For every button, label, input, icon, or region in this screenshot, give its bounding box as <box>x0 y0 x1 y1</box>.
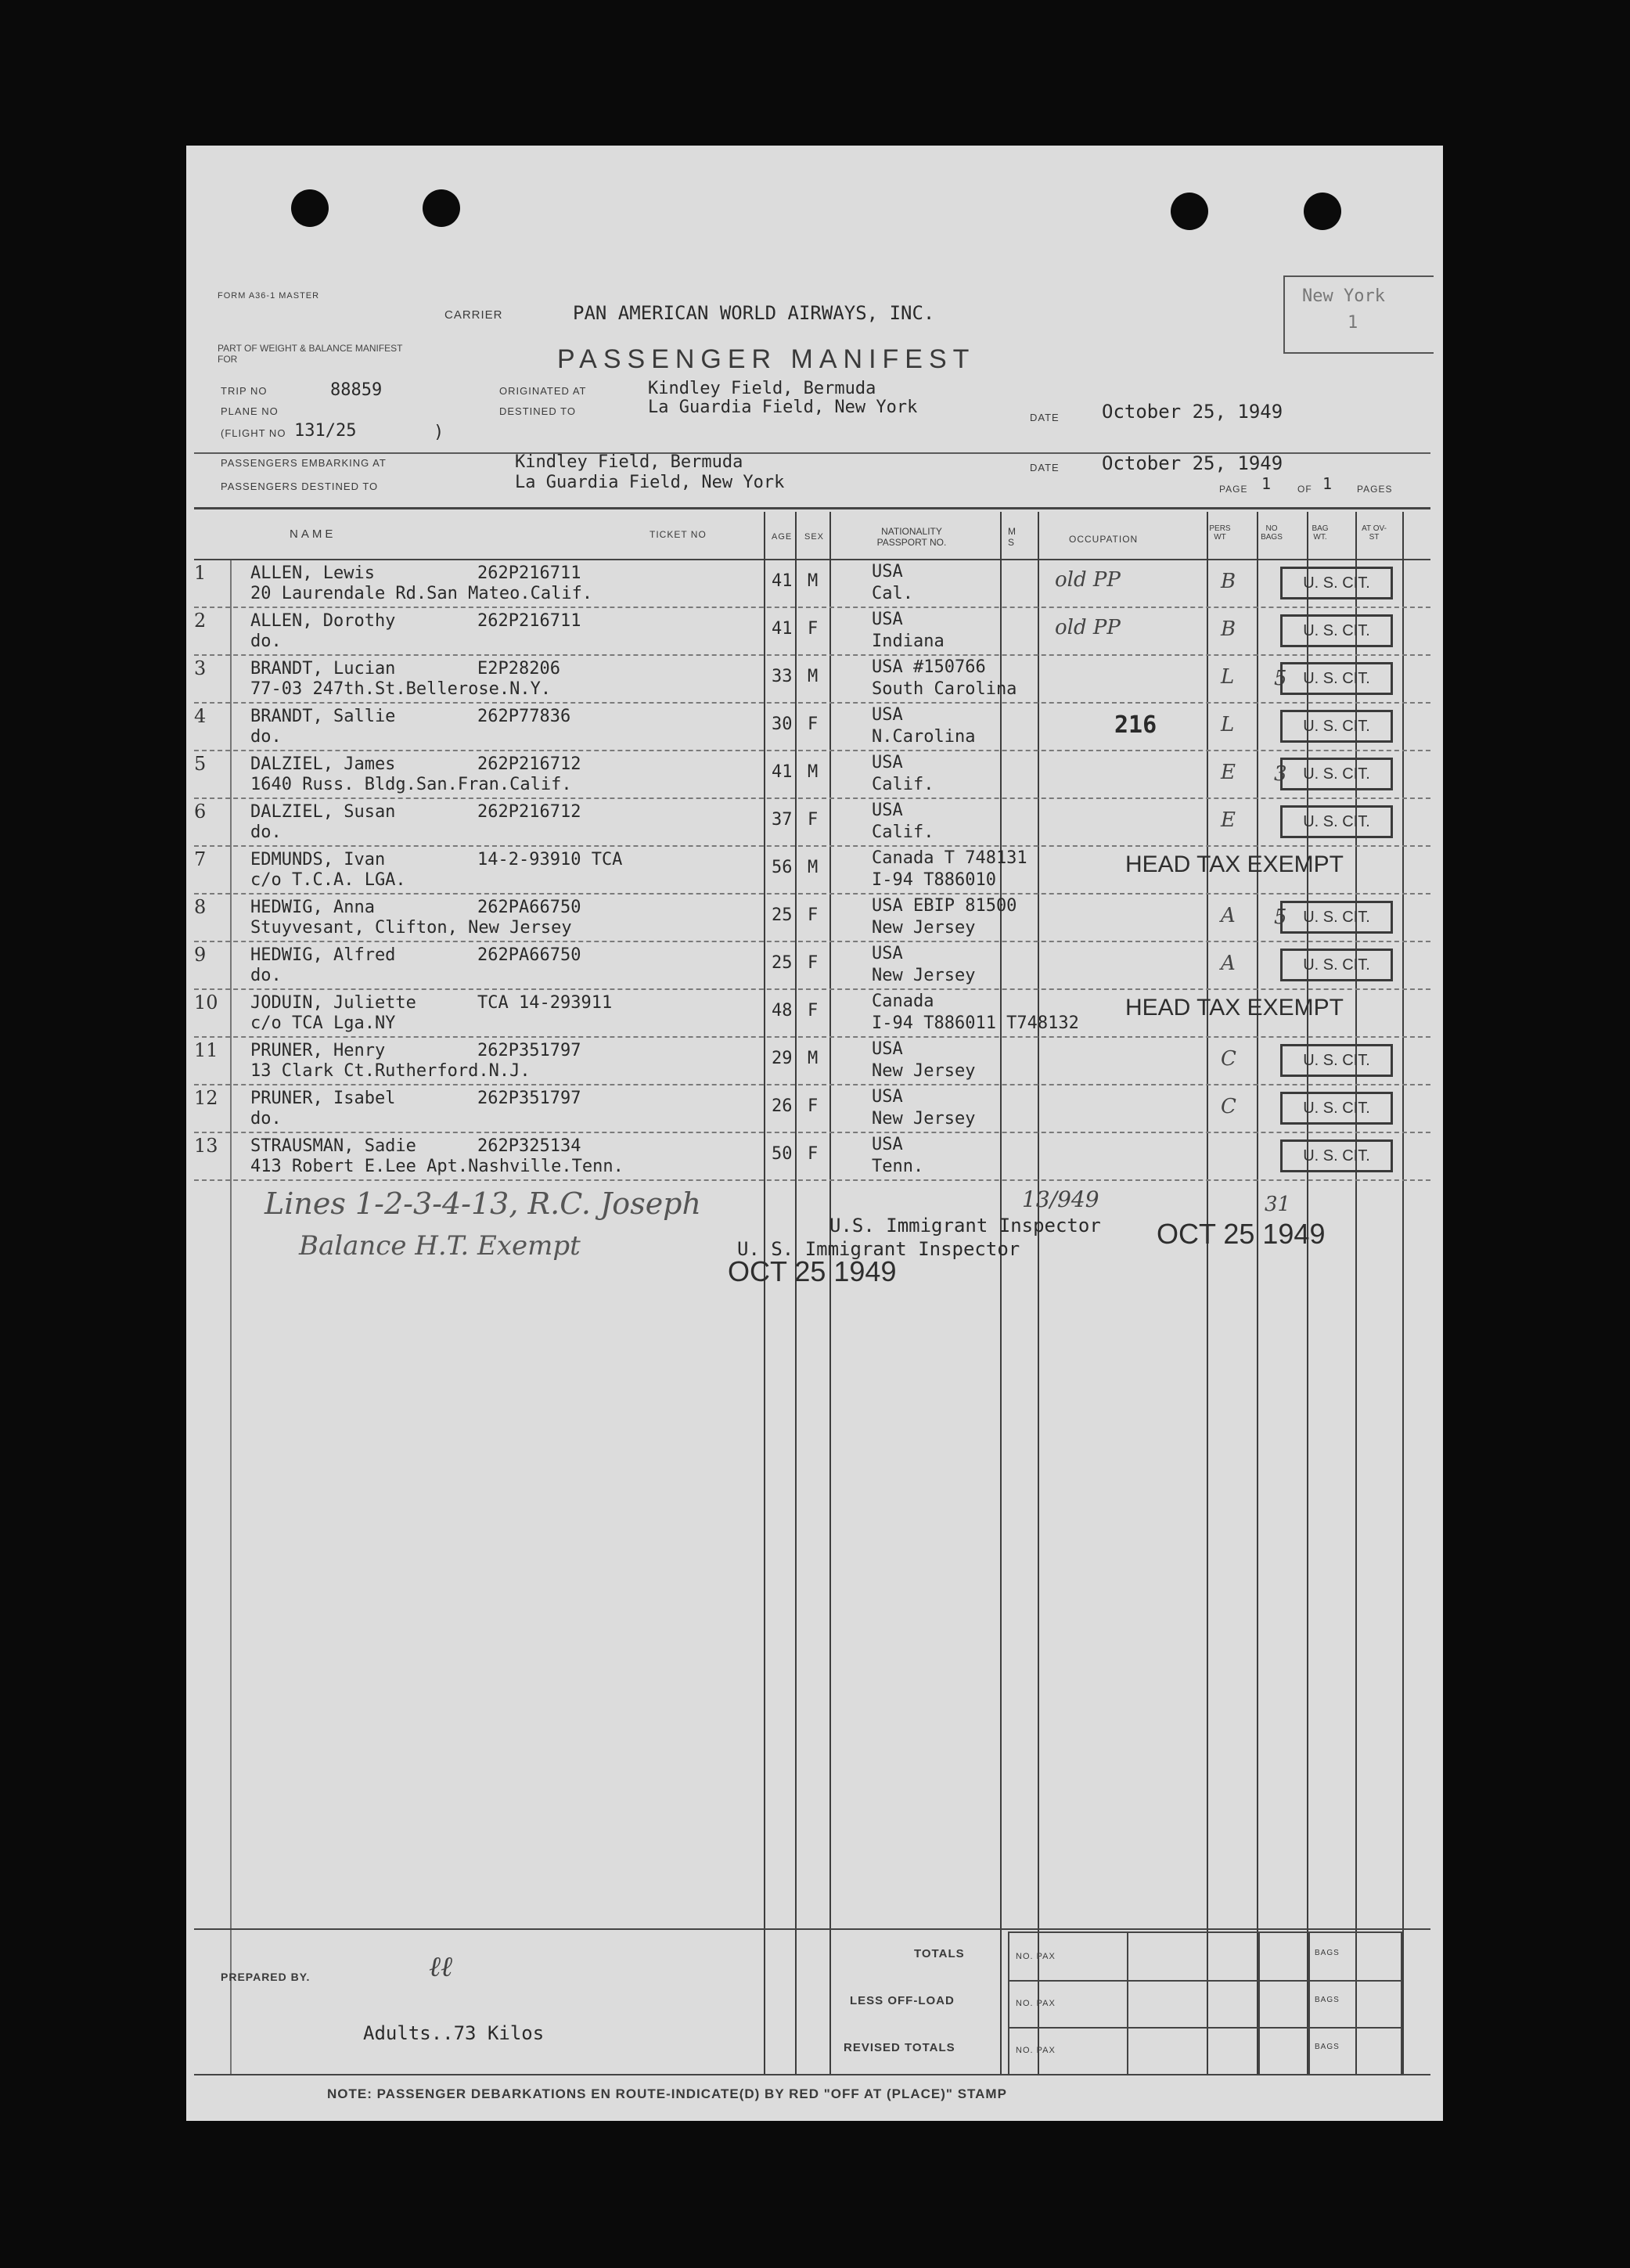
date-stamp: OCT 25 1949 <box>1157 1218 1326 1250</box>
part-of-label: PART OF WEIGHT & BALANCE MANIFEST FOR <box>218 343 403 365</box>
date2-label: DATE <box>1030 462 1060 473</box>
nationality-detail: Indiana <box>872 632 945 651</box>
nationality-value: USA <box>872 1039 903 1059</box>
age-value: 37 <box>772 810 793 830</box>
ticket-number: TCA 14-293911 <box>477 993 613 1013</box>
pers-weight: A <box>1221 952 1236 975</box>
passenger-name: STRAUSMAN, Sadie <box>250 1136 416 1156</box>
bags-count: 5 <box>1274 905 1287 929</box>
us-cit-stamp: U. S. CIT. <box>1280 1139 1393 1172</box>
divider <box>194 507 1430 509</box>
bags-label: BAGS <box>1315 1996 1340 2004</box>
nationality-value: Canada T 748131 <box>872 848 1027 868</box>
passenger-name: HEDWIG, Alfred <box>250 945 396 965</box>
col-ticket: TICKET NO <box>649 529 707 540</box>
row-divider <box>194 1132 1430 1133</box>
passenger-name: JODUIN, Juliette <box>250 993 416 1013</box>
passenger-address: c/o TCA Lga.NY <box>250 1013 396 1033</box>
passenger-address: 413 Robert E.Lee Apt.Nashville.Tenn. <box>250 1157 624 1176</box>
passenger-name: EDMUNDS, Ivan <box>250 850 386 869</box>
col-bag-wt: BAG WT. <box>1312 524 1329 542</box>
passenger-address: 13 Clark Ct.Rutherford.N.J. <box>250 1061 531 1081</box>
ticket-number: 14-2-93910 TCA <box>477 850 623 869</box>
col-line <box>1257 512 1258 2074</box>
row-divider <box>194 654 1430 656</box>
row-divider <box>194 797 1430 799</box>
col-name: NAME <box>290 527 336 541</box>
pers-weight: A <box>1221 904 1236 927</box>
totals-row-line <box>1009 2027 1401 2029</box>
row-number: 3 <box>194 657 207 679</box>
nationality-value: USA #150766 <box>872 657 986 677</box>
age-value: 48 <box>772 1001 793 1021</box>
lines-note: Lines 1-2-3-4-13, R.C. Joseph <box>264 1186 701 1221</box>
occupation-value: HEAD TAX EXEMPT <box>1125 851 1344 877</box>
age-value: 56 <box>772 858 793 877</box>
nationality-detail: Tenn. <box>872 1157 924 1176</box>
row-number: 2 <box>194 610 207 632</box>
passenger-address: do. <box>250 1109 282 1129</box>
flight-label: (FLIGHT NO <box>221 427 286 439</box>
no-pax-label: NO. PAX <box>1016 1999 1056 2008</box>
totals-col-line <box>1258 1933 1260 2074</box>
header-divider <box>194 559 1430 560</box>
sex-value: F <box>808 1144 819 1164</box>
col-occupation: OCCUPATION <box>1069 534 1139 545</box>
punch-hole <box>423 189 460 227</box>
flight-close-paren: ) <box>434 423 444 442</box>
no-pax-label: NO. PAX <box>1016 1952 1056 1961</box>
passenger-address: do. <box>250 823 282 842</box>
trip-label: TRIP NO <box>221 385 268 397</box>
plane-label: PLANE NO <box>221 405 279 417</box>
occupation-value: 216 <box>1114 711 1157 739</box>
row-number: 7 <box>194 848 207 870</box>
occupation-value: old PP <box>1055 616 1121 639</box>
nationality-detail: South Carolina <box>872 679 1017 699</box>
nationality-value: USA <box>872 753 903 772</box>
less-offload-label: LESS OFF-LOAD <box>850 1994 955 2007</box>
embarking-value: Kindley Field, Bermuda <box>515 452 743 472</box>
punch-hole <box>1304 193 1341 230</box>
ticket-number: 262P216711 <box>477 563 581 583</box>
passenger-name: BRANDT, Lucian <box>250 659 396 679</box>
us-cit-stamp: U. S. CIT. <box>1280 949 1393 981</box>
form-number: FORM A36-1 MASTER <box>218 291 320 301</box>
ticket-number: 262P216712 <box>477 802 581 822</box>
footer-note: NOTE: PASSENGER DEBARKATIONS EN ROUTE-INDICATE(D) BY RED "OFF AT (PLACE)" STAMP <box>327 2086 1007 2101</box>
age-value: 50 <box>772 1144 793 1164</box>
date-value: October 25, 1949 <box>1102 401 1283 423</box>
row-number: 11 <box>194 1039 218 1061</box>
page-title: PASSENGER MANIFEST <box>557 344 976 374</box>
row-divider <box>194 1084 1430 1085</box>
us-cit-stamp: U. S. CIT. <box>1280 805 1393 838</box>
passenger-address: do. <box>250 632 282 651</box>
pers-weight: B <box>1221 570 1236 593</box>
nationality-detail: Cal. <box>872 584 913 603</box>
passenger-address: 77-03 247th.St.Bellerose.N.Y. <box>250 679 552 699</box>
us-cit-stamp: U. S. CIT. <box>1280 1044 1393 1077</box>
flight-number: 131/25 <box>294 421 357 441</box>
totals-label: TOTALS <box>914 1947 965 1960</box>
row-number: 1 <box>194 562 207 584</box>
row-divider <box>194 845 1430 847</box>
sex-value: M <box>808 571 819 591</box>
col-at-over: AT OV-ST <box>1362 524 1387 542</box>
us-cit-stamp: U. S. CIT. <box>1280 662 1393 695</box>
col-line <box>764 512 765 2074</box>
col-no-bags: NO BAGS <box>1261 524 1283 542</box>
col-line <box>1038 512 1039 2074</box>
figure-note: 31 <box>1265 1193 1291 1216</box>
date-label: DATE <box>1030 412 1060 423</box>
corner-stamp-line: New York <box>1302 286 1385 306</box>
age-value: 26 <box>772 1096 793 1116</box>
page-number: 1 <box>1261 474 1272 493</box>
row-number: 8 <box>194 896 207 918</box>
sex-value: F <box>808 953 819 973</box>
carrier-label: CARRIER <box>444 308 503 322</box>
bags-count: 3 <box>1274 762 1287 786</box>
pers-weight: L <box>1221 665 1235 689</box>
sex-value: F <box>808 905 819 925</box>
embarking-label: PASSENGERS EMBARKING AT <box>221 457 387 469</box>
col-nationality: NATIONALITY PASSPORT NO. <box>876 526 947 548</box>
pers-weight: E <box>1221 808 1236 832</box>
row-divider <box>194 988 1430 990</box>
ticket-number: 262P216712 <box>477 754 581 774</box>
age-value: 30 <box>772 715 793 734</box>
bags-label: BAGS <box>1315 2043 1340 2051</box>
row-number: 13 <box>194 1135 218 1157</box>
carrier-name: PAN AMERICAN WORLD AIRWAYS, INC. <box>573 302 935 324</box>
nationality-detail: New Jersey <box>872 966 976 985</box>
ticket-number: E2P28206 <box>477 659 560 679</box>
age-value: 29 <box>772 1049 793 1068</box>
col-pers-wt: PERS WT <box>1209 524 1231 542</box>
nationality-value: USA <box>872 705 903 725</box>
revised-totals-label: REVISED TOTALS <box>844 2041 955 2054</box>
nationality-detail: I-94 T886011 T748132 <box>872 1013 1079 1033</box>
row-divider <box>194 941 1430 942</box>
nationality-value: USA <box>872 562 903 581</box>
pers-weight: E <box>1221 761 1236 784</box>
ticket-number: 262PA66750 <box>477 898 581 917</box>
pers-weight: L <box>1221 713 1235 736</box>
passenger-name: ALLEN, Lewis <box>250 563 375 583</box>
col-ms: M S <box>1008 526 1016 548</box>
of-label: OF <box>1297 484 1312 495</box>
corner-stamp <box>1283 275 1434 354</box>
passenger-name: DALZIEL, Susan <box>250 802 396 822</box>
row-number: 6 <box>194 801 207 823</box>
nationality-value: USA <box>872 1087 903 1107</box>
nationality-detail: N.Carolina <box>872 727 976 747</box>
passenger-address: do. <box>250 727 282 747</box>
date2-value: October 25, 1949 <box>1102 452 1283 474</box>
adults-weight: Adults..73 Kilos <box>363 2022 545 2044</box>
col-line <box>1307 512 1308 2074</box>
nationality-value: USA <box>872 610 903 629</box>
col-line <box>1402 512 1404 2074</box>
row-number: 9 <box>194 944 207 966</box>
pers-weight: C <box>1221 1047 1236 1071</box>
ticket-number: 262P325134 <box>477 1136 581 1156</box>
passenger-address: Stuyvesant, Clifton, New Jersey <box>250 918 572 938</box>
totals-row-line <box>1009 1980 1401 1982</box>
sex-value: M <box>808 858 819 877</box>
row-divider <box>194 893 1430 895</box>
nationality-detail: New Jersey <box>872 1061 976 1081</box>
age-value: 41 <box>772 571 793 591</box>
row-number: 5 <box>194 753 207 775</box>
footer-divider <box>194 2074 1430 2075</box>
sex-value: F <box>808 810 819 830</box>
trip-number: 88859 <box>330 380 383 400</box>
manifest-sheet <box>186 146 1443 2121</box>
nationality-value: USA <box>872 801 903 820</box>
us-cit-stamp: U. S. CIT. <box>1280 567 1393 599</box>
age-value: 25 <box>772 905 793 925</box>
passenger-address: 20 Laurendale Rd.San Mateo.Calif. <box>250 584 593 603</box>
punch-hole <box>1171 193 1208 230</box>
sex-value: F <box>808 619 819 639</box>
bags-count: 5 <box>1274 667 1287 690</box>
date-stamp: OCT 25 1949 <box>728 1255 897 1287</box>
passenger-name: ALLEN, Dorothy <box>250 611 396 631</box>
pass-destined-value: La Guardia Field, New York <box>515 473 785 492</box>
passenger-name: PRUNER, Isabel <box>250 1089 396 1108</box>
us-cit-stamp: U. S. CIT. <box>1280 710 1393 743</box>
sex-value: M <box>808 1049 819 1068</box>
age-value: 25 <box>772 953 793 973</box>
totals-box <box>1008 1931 1402 2075</box>
passenger-name: BRANDT, Sallie <box>250 707 396 726</box>
sex-value: F <box>808 1096 819 1116</box>
nationality-value: USA EBIP 81500 <box>872 896 1017 916</box>
passenger-address: do. <box>250 966 282 985</box>
row-number: 10 <box>194 992 218 1013</box>
col-line <box>1355 512 1357 2074</box>
ticket-number: 262P351797 <box>477 1041 581 1060</box>
passenger-name: HEDWIG, Anna <box>250 898 375 917</box>
sex-value: M <box>808 667 819 686</box>
punch-hole <box>291 189 329 227</box>
destined-label: DESTINED TO <box>499 405 576 417</box>
ticket-number: 262P77836 <box>477 707 571 726</box>
originated-value: Kindley Field, Bermuda <box>648 379 876 398</box>
nationality-detail: Calif. <box>872 823 934 842</box>
nationality-detail: New Jersey <box>872 918 976 938</box>
ticket-number: 262P216711 <box>477 611 581 631</box>
passenger-address: c/o T.C.A. LGA. <box>250 870 406 890</box>
row-divider <box>194 1036 1430 1038</box>
age-value: 33 <box>772 667 793 686</box>
col-line <box>1000 512 1002 2074</box>
row-number: 4 <box>194 705 207 727</box>
no-pax-label: NO. PAX <box>1016 2046 1056 2055</box>
col-line <box>1207 512 1208 2074</box>
occupation-value: HEAD TAX EXEMPT <box>1125 995 1344 1021</box>
row-divider <box>194 702 1430 704</box>
corner-stamp-line: 1 <box>1348 313 1358 333</box>
inspector-stamp: U. S. Immigrant Inspector <box>737 1238 1020 1260</box>
footer-divider <box>194 1928 1430 1930</box>
sex-value: F <box>808 1001 819 1021</box>
us-cit-stamp: U. S. CIT. <box>1280 1092 1393 1125</box>
nationality-detail: Calif. <box>872 775 934 794</box>
nationality-value: USA <box>872 944 903 963</box>
us-cit-stamp: U. S. CIT. <box>1280 614 1393 647</box>
inspector-stamp: U.S. Immigrant Inspector <box>829 1215 1101 1237</box>
us-cit-stamp: U. S. CIT. <box>1280 901 1393 934</box>
us-cit-stamp: U. S. CIT. <box>1280 758 1393 790</box>
destined-value: La Guardia Field, New York <box>648 398 918 417</box>
pages-label: PAGES <box>1357 484 1393 495</box>
row-divider <box>194 750 1430 751</box>
ticket-number: 262PA66750 <box>477 945 581 965</box>
bags-label: BAGS <box>1315 1949 1340 1957</box>
col-sex: SEX <box>804 532 825 542</box>
page-label: PAGE <box>1219 484 1248 495</box>
pass-destined-label: PASSENGERS DESTINED TO <box>221 481 379 492</box>
age-value: 41 <box>772 762 793 782</box>
ticket-number: 262P351797 <box>477 1089 581 1108</box>
totals-col-line <box>1127 1933 1128 2074</box>
nationality-detail: I-94 T886010 <box>872 870 996 890</box>
pers-weight: B <box>1221 617 1236 641</box>
col-age: AGE <box>772 532 793 542</box>
age-value: 41 <box>772 619 793 639</box>
passenger-name: PRUNER, Henry <box>250 1041 386 1060</box>
occupation-value: old PP <box>1055 568 1121 592</box>
nationality-detail: New Jersey <box>872 1109 976 1129</box>
prepared-label: PREPARED BY. <box>221 1971 311 1983</box>
col-line <box>795 512 797 2074</box>
originated-label: ORIGINATED AT <box>499 385 587 397</box>
balance-note: Balance H.T. Exempt <box>299 1230 581 1262</box>
figure-note: 13/949 <box>1022 1186 1099 1212</box>
row-number: 12 <box>194 1087 218 1109</box>
totals-col-line <box>1308 1933 1310 2074</box>
row-divider <box>194 607 1430 608</box>
nationality-value: USA <box>872 1135 903 1154</box>
preparer-signature: ℓℓ <box>429 1951 452 1983</box>
of-number: 1 <box>1322 474 1333 493</box>
nationality-value: Canada <box>872 992 934 1011</box>
passenger-address: 1640 Russ. Bldg.San.Fran.Calif. <box>250 775 572 794</box>
row-divider <box>194 1179 1430 1181</box>
sex-value: M <box>808 762 819 782</box>
col-line <box>230 560 232 2074</box>
passenger-name: DALZIEL, James <box>250 754 396 774</box>
sex-value: F <box>808 715 819 734</box>
pers-weight: C <box>1221 1095 1236 1118</box>
col-line <box>829 512 831 2074</box>
